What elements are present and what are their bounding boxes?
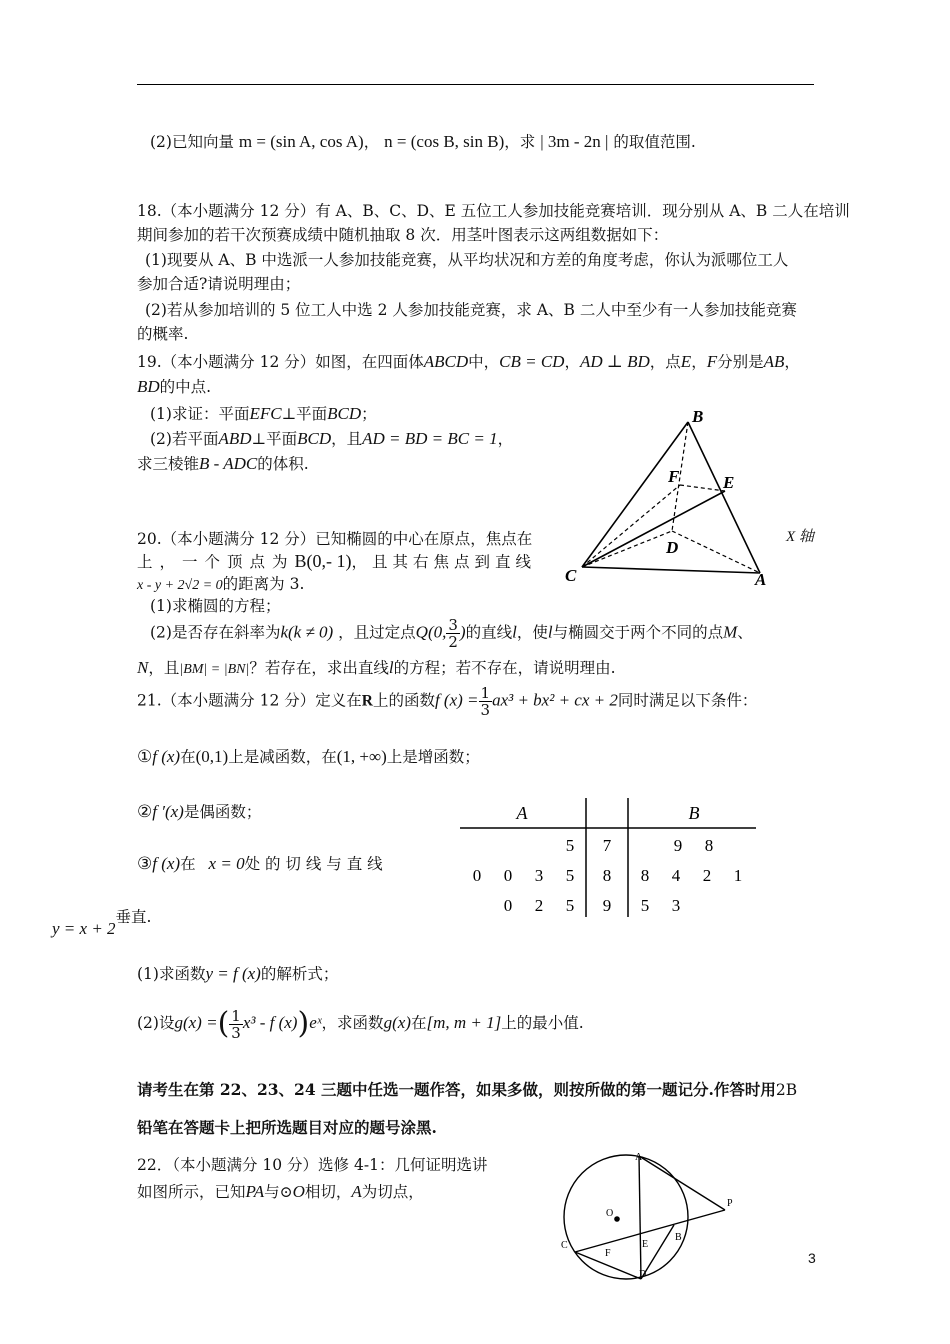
q20-n: N [137,658,149,677]
circle-label-a: A [635,1152,643,1163]
q20-make: ，使 [516,623,548,642]
stem: 8 [602,866,612,885]
q19-ab: AB [763,352,785,371]
q17-comma: ， [363,133,380,151]
q20-intersect: 与椭圆交于两个不同的点 [552,623,724,642]
circle-label-d: D [639,1269,647,1280]
q20-through: ，且过定点 [338,623,416,642]
q21-fx: f (x) = [434,690,479,710]
q21-reals: R [361,692,373,710]
q21-frac-num: 1 [480,684,491,702]
q22-point: 为切点， [361,1183,424,1201]
instruction-line2: 铅笔在答题卡上把所选题目对应的题号涂黑. [137,1118,437,1137]
label-e: E [723,473,735,492]
q21-c3-tangent: 处 的 切 线 与 直 线 [244,855,383,873]
edge-ca [582,567,760,573]
edge-ba [688,422,760,573]
q20-slope: k(k ≠ 0) [280,622,334,642]
q19-bd: BD [137,377,160,396]
q21-p2-min: 上的最小值. [501,1014,584,1032]
circle-label-o: O [606,1208,614,1219]
q21-p2-on: 在 [410,1014,427,1032]
q21-p2-frac-den: 3 [231,1023,241,1042]
q18-line2: 期间参加的若干次预赛成绩中随机抽取 8 次．用茎叶图表示这两组数据如下： [137,226,669,244]
circle-label-c: C [561,1240,568,1251]
q20-l: l [512,622,517,642]
q19-resp: 分别是 [717,353,764,371]
q20-exists: ？若存在，求出直线 [249,659,389,677]
circle-label-p: P [727,1198,733,1209]
q17-part2 [150,130,696,152]
q19-lengths: AD = BD = BC = 1 [362,429,498,448]
stem: 7 [602,836,612,855]
vector-m: m = (sin A, cos A) [238,132,364,151]
q19-in: 中， [468,353,500,371]
leaf-b: 2 [702,866,712,885]
vector-n: n = (cos B, sin B) [384,132,505,151]
q20-x-axis: X 轴 [786,529,814,545]
q19-and: ，且 [331,430,363,448]
q21-c1-decreasing: 上是减函数，在 [228,748,337,766]
leaf-a: 3 [534,866,544,885]
q21-c2-even: 是偶函数； [183,803,262,821]
stem-leaf-plot [460,795,760,920]
q21-c3-mark: ③ [137,854,153,874]
q21-c1-interval: (0,1) [195,747,229,766]
q19-abcd: ABCD [423,352,469,371]
q22-line1: 22．（本小题满分 10 分）选修 4-1：几何证明选讲 [137,1156,488,1174]
q19-f: F [706,352,718,371]
q17-lead: (2)已知向量 [150,133,234,151]
leaf-b: 3 [671,896,681,915]
q20-part1: (1)求椭圆的方程； [150,597,281,615]
leaf-a: 0 [503,866,513,885]
header-rule [137,84,814,85]
q21-p2-frac-num: 1 [231,1006,241,1025]
q20-l3: l [388,658,394,677]
q20-line-word: 的直线 [465,623,513,642]
label-c: C [565,566,577,585]
q19-part2 [150,427,513,449]
leaf-a: 5 [565,836,575,855]
q21-p2-gx2: g(x) [383,1013,411,1032]
q19-comma: ， [564,353,580,371]
chord-ad [639,1156,641,1279]
circle-tangent-figure [555,1150,745,1282]
q19-ad-perp-bd: AD ⊥ BD [579,352,650,371]
leaf-b: 1 [733,866,743,885]
q21-cond3-cont [52,905,152,938]
q21-fn-word: 上的函数 [372,691,435,710]
q21-c3-perp: 垂直. [115,908,152,926]
q21-p2-gx: g(x) = [174,1013,218,1032]
q20-p2-lead: (2)是否存在斜率为 [150,623,281,642]
q17-expression: | 3m - 2n | [540,132,609,151]
q19-efc: EFC [249,404,282,423]
q20-bm-bn: |BM| = |BN| [179,662,250,677]
q19-cb-cd: CB = CD [499,352,565,371]
q20-part2 [150,617,753,650]
leaf-b: 8 [640,866,650,885]
q21-p1-expr: 的解析式； [260,965,339,983]
q19-pyramid: B - ADC [199,454,258,473]
q21-cond3 [137,852,383,874]
q21-p2-fraction [229,1008,243,1041]
q21-c1-increasing: 上是增函数； [386,748,480,766]
q22-pa: PA [245,1182,265,1201]
q21-c1-fx: f (x) [152,747,181,766]
leaf-a: 0 [503,896,513,915]
q19-abd: ABD [218,429,252,448]
q21-fraction [479,685,493,718]
q18-part1-line1: (1)现要从 A、B 中选派一人参加技能竞赛，从平均状况和方差的角度考虑，你认为派哪位工人 [145,251,789,269]
q20-distance: 的距离为 3. [222,575,305,593]
q19-comma2: ， [691,353,707,371]
q21-part2 [137,1006,584,1041]
q21-p2-lparen: ( [217,1006,230,1041]
instruction-2b: 2B [775,1081,798,1099]
q21-conditions: 同时满足以下条件： [617,691,758,710]
circle-o [564,1155,688,1279]
q22-line2 [137,1180,424,1202]
q22-tangent: 相切， [304,1183,352,1201]
q20-focus: ，且其右焦点到直线 [351,553,537,571]
q18-part1-line2: 参加合适?请说明理由； [137,275,301,293]
q21-p1-yfx: y = f (x) [205,964,261,983]
q19-semicolon: ； [361,405,377,423]
tetrahedron-figure [560,405,775,590]
q18-line1: 18.（本小题满分 12 分）有 A、B、C、D、E 五位工人参加技能竞赛培训．现分别从 A、B 二人在培训 [137,202,850,220]
q21-cond1 [137,745,480,767]
instruction-text: 请考生在第 22、23、24 三题中任选一题作答，如果多做，则按所做的第一题记分.作答时用 [137,1080,776,1099]
q19-p1-lead: (1)求证：平面 [150,405,250,423]
q20-dun: 、 [737,623,753,642]
q19-midpoint: 的中点. [159,378,212,396]
q21-c3-in: 在 [180,855,196,873]
q19-bcd: BCD [327,404,362,423]
q21-c3-x0: x = 0 [208,854,245,873]
q20-part3 [137,656,616,678]
label-a: A [755,570,767,589]
q21-cond2 [137,800,261,822]
label-f: F [668,467,680,486]
q19-comma4: ， [497,430,514,448]
q19-perp-plane2: ⊥平面 [251,430,298,448]
stem: 9 [602,896,612,915]
q20-eq-tail: 的方程；若不存在，请说明理由. [393,659,616,677]
leaf-b: 4 [671,866,681,885]
q21-c2-mark: ② [137,802,153,822]
leaf-b: 8 [704,836,714,855]
q21-c3-line: y = x + 2 [52,919,116,938]
q21-p2-interval: [m, m + 1] [426,1013,502,1032]
secant-pc [575,1210,725,1252]
stem-leaf-head-b: B [688,803,700,823]
q19-line1 [137,350,800,372]
q18-part2-line2: 的概率. [137,325,189,343]
circle-label-b: B [675,1232,682,1243]
leaf-a: 5 [565,866,575,885]
q21-c1-in: 在 [180,748,196,766]
q20-q-point: Q(0, [415,622,447,642]
q20-frac-num: 3 [448,616,458,634]
q20-vertex-lead: 上，一个顶点为 [137,553,295,571]
q21-frac-den: 3 [480,701,491,719]
q19-points: ，点 [649,353,681,371]
q22-a: A [351,1182,362,1201]
q21-c3-fx: f (x) [152,854,181,873]
q19-p3-lead: 求三棱锥 [137,455,200,473]
q21-part1 [137,962,338,984]
edge-da [672,531,760,573]
stem-leaf-head-a: A [516,803,528,823]
q20-point-b: B(0,- 1) [294,551,352,571]
q19-e: E [680,352,692,371]
label-b: B [692,407,704,426]
q21-lead: 21.（本小题满分 12 分）定义在 [137,691,362,710]
q19-lead: 19.（本小题满分 12 分）如图，在四面体 [137,353,424,371]
tangent-pa [639,1156,725,1210]
q18-part2-line1: (2)若从参加培训的 5 位工人中选 2 人参加技能竞赛，求 A、B 二人中至少有一人参加技能竞赛 [145,301,797,319]
q21-c2-fprime: f ′(x) [152,802,184,821]
q19-comma3: ， [784,353,800,371]
q20-paren: ) [459,622,466,642]
q20-frac-den: 2 [448,633,458,651]
q20-m: M [723,622,738,642]
q19-volume: 的体积. [257,455,309,473]
q21-p2-rparen: ) [297,1006,310,1041]
q22-lead: 如图所示，已知 [137,1183,246,1201]
instruction-line1 [137,1078,797,1100]
center-dot [614,1216,620,1222]
q21-c1-interval2: (1, +∞) [336,747,387,766]
q22-tangent-circle: 与⊙ [264,1183,293,1201]
q20-and: ，且 [148,659,180,677]
q19-part1 [150,402,377,424]
q20-line2 [137,550,536,572]
page-number: 3 [808,1250,816,1266]
edge-ce [582,491,725,567]
q19-perp-plane: ⊥平面 [281,405,328,423]
q21-c1-mark: ① [137,747,153,767]
q22-o: O [292,1182,305,1201]
leaf-b: 9 [673,836,683,855]
leaf-a: 0 [472,866,482,885]
q19-line2 [137,375,211,397]
q20-fraction [446,617,460,650]
label-d: D [666,538,679,557]
q17-tail: 的取值范围. [613,133,696,151]
q21-p2-lead: (2)设 [137,1014,175,1032]
q21-p2-exp: eˣ [309,1013,322,1032]
q21-p1-lead: (1)求函数 [137,965,206,983]
q19-p2-lead: (2)若平面 [150,430,219,448]
circle-label-e: E [642,1239,649,1250]
q21-p2-inner: x³ - f (x) [242,1013,298,1032]
q21-p2-find: ，求函数 [321,1014,384,1032]
q19-bcd2: BCD [297,429,332,448]
q20-line3 [137,572,304,594]
circle-label-f: F [605,1248,611,1259]
q20-l2: l [547,622,553,642]
q17-ask: ，求 [504,133,536,151]
q21-line1 [137,685,757,718]
q20-line-eq: x - y + 2√2 = 0 [137,578,223,593]
q20-line1: 20.（本小题满分 12 分）已知椭圆的中心在原点，焦点在 [137,530,533,548]
leaf-b: 5 [640,896,650,915]
leaf-a: 2 [534,896,544,915]
q21-poly: ax³ + bx² + cx + 2 [492,690,618,710]
leaf-a: 5 [565,896,575,915]
q19-part3 [137,452,309,474]
